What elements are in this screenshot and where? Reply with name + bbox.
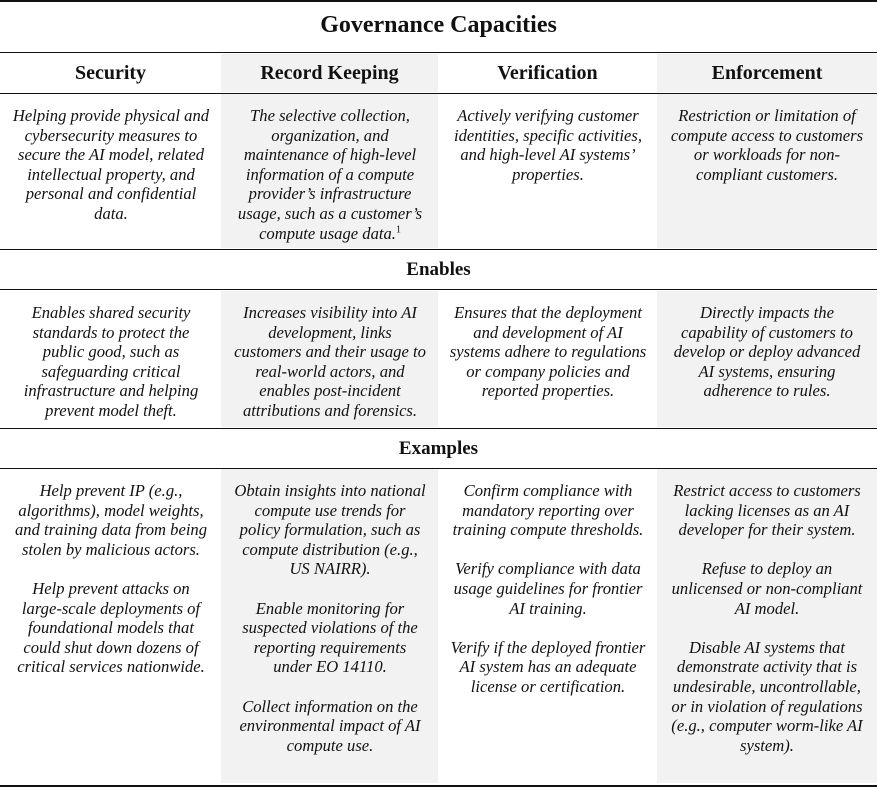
example-item: Restrict access to customers lacking licenses as an AI developer for their system. [673,481,861,540]
example-item: Confirm compliance with mandatory reporting over training compute thresholds. [452,481,644,540]
example-item: Obtain insights into national compute use trends for policy formulation, such as compute distribution (e.g., US NAIRR). [234,481,426,579]
column-header-enforcement: Enforcement [711,62,823,84]
examples-section-label: Examples [398,438,479,459]
examples-bottom-rule [0,468,877,469]
examples-top-rule [0,428,877,429]
bottom-rule [0,785,877,787]
examples-security [12,481,210,677]
enables-top-rule [0,249,877,250]
enables-security: Enables shared security standards to protect the public good, such as safeguarding critical infrastructure and helping prevent model theft. [23,303,199,420]
example-item: Verify if the deployed frontier AI system has an adequate license or certification. [450,637,646,696]
column-header-record-keeping: Record Keeping [260,62,399,84]
definition-security: Helping provide physical and cybersecurity measures to secure the AI model, related intellectual property, and personal and confidential data. [12,106,210,223]
example-item: Verify compliance with data usage guidelines for frontier AI training. [453,559,643,618]
top-rule [0,0,877,2]
example-item: Enable monitoring for suspected violations of the reporting requirements under EO 14110. [242,598,418,677]
examples-record-keeping [233,481,427,755]
definition-record-keeping [233,106,427,243]
example-item: Refuse to deploy an unlicensed or non-compliant AI model. [671,559,863,618]
examples-verification [448,481,648,697]
example-item: Help prevent IP (e.g., algorithms), model weights, and training data from being stolen by malicious actors. [14,481,208,559]
enables-bottom-rule [0,289,877,290]
example-item: Disable AI systems that demonstrate activity that is undesirable, uncontrollable, or in violation of regulations (e.g., computer worm-like AI system). [671,637,863,755]
enables-verification: Ensures that the deployment and development of AI systems adhere to regulations or company policies and reported properties. [449,303,647,401]
example-item: Help prevent attacks on large-scale deployments of foundational models that could shut down dozens of critical services nationwide. [17,578,205,677]
title-rule [0,52,877,53]
enables-section-label: Enables [406,259,471,280]
example-item: Collect information on the environmental impact of AI compute use. [239,696,421,755]
examples-enforcement [667,481,867,755]
enables-enforcement: Directly impacts the capability of customers to develop or deploy advanced AI systems, ensuring adherence to rules. [673,303,861,401]
enables-record-keeping: Increases visibility into AI development, links customers and their usage to real-world actors, and enables post-incident attributions and forensics. [234,303,426,420]
column-header-verification: Verification [497,62,598,84]
definition-enforcement: Restriction or limitation of compute access to customers or workloads for non-compliant customers. [670,106,864,184]
header-rule [0,93,877,94]
table-title: Governance Capacities [320,12,557,38]
definition-record-keeping-text: The selective collection, organization, and maintenance of high-level information of a compute provider’s infrastructure usage, such as a customer’s compute usage data. [237,106,423,243]
footnote-marker: 1 [395,224,401,236]
column-header-security: Security [74,62,147,84]
definition-verification: Actively verifying customer identities, specific activities, and high-level AI systems’ properties. [453,106,642,184]
